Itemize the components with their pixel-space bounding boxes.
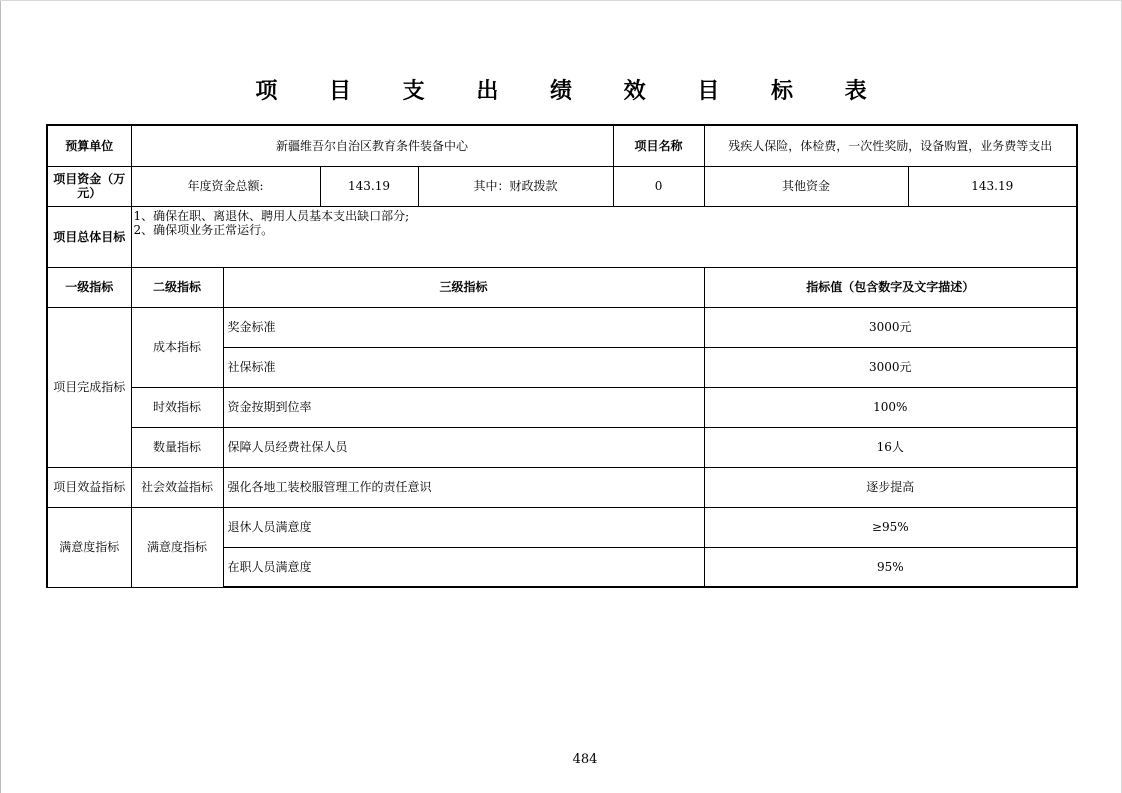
indicator-name: 退休人员满意度 (223, 507, 704, 547)
budget-unit-label: 预算单位 (47, 125, 131, 166)
indicator-name: 保障人员经费社保人员 (223, 427, 704, 467)
overall-goal-label: 项目总体目标 (47, 206, 131, 267)
indicator-value: 3000元 (704, 347, 1077, 387)
table-row (47, 307, 1077, 347)
row-budget-unit (47, 125, 1077, 166)
other-funds-value: 143.19 (908, 166, 1077, 206)
project-name-value: 残疾人保险，体检费，一次性奖励，设备购置，业务费等支出 (704, 125, 1077, 166)
row-overall-goal (47, 206, 1077, 267)
header-indicator-value: 指标值（包含数字及文字描述） (704, 267, 1077, 307)
quantity-indicator-label: 数量指标 (131, 427, 223, 467)
page-number: 484 (572, 752, 598, 767)
cost-indicator-label: 成本指标 (131, 307, 223, 387)
fiscal-allocation-label: 其中：财政拨款 (418, 166, 613, 206)
goal-line-1: 1、确保在职、离退休、聘用人员基本支出缺口部分; (133, 208, 410, 223)
page-edge-top (0, 0, 1122, 1)
indicator-name: 在职人员满意度 (223, 547, 704, 587)
indicator-value: 100% (704, 387, 1077, 427)
project-name-label: 项目名称 (613, 125, 704, 166)
indicator-value: 逐步提高 (704, 467, 1077, 507)
goal-line-2: 2、确保项业务正常运行。 (133, 222, 274, 237)
header-level1: 一级指标 (47, 267, 131, 307)
satisfaction-level1-label: 满意度指标 (47, 507, 131, 587)
satisfaction-level2-label: 满意度指标 (131, 507, 223, 587)
page-title: 项 目 支 出 绩 效 目 标 表 (255, 79, 889, 104)
indicator-name: 奖金标准 (223, 307, 704, 347)
indicator-value: 16人 (704, 427, 1077, 467)
benefit-indicator-label: 项目效益指标 (47, 467, 131, 507)
row-column-headers (47, 267, 1077, 307)
timeliness-indicator-label: 时效指标 (131, 387, 223, 427)
table-row (47, 467, 1077, 507)
indicator-name: 资金按期到位率 (223, 387, 704, 427)
annual-total-value: 143.19 (320, 166, 418, 206)
social-benefit-indicator-label: 社会效益指标 (131, 467, 223, 507)
annual-total-label: 年度资金总额: (131, 166, 320, 206)
row-project-funds (47, 166, 1077, 206)
fiscal-allocation-value: 0 (613, 166, 704, 206)
indicator-value: ≥95% (704, 507, 1077, 547)
header-level2: 二级指标 (131, 267, 223, 307)
performance-goal-table (46, 124, 1078, 588)
indicator-value: 95% (704, 547, 1077, 587)
header-level3: 三级指标 (223, 267, 704, 307)
overall-goal-text (131, 206, 1077, 267)
budget-unit-value: 新疆维吾尔自治区教育条件装备中心 (131, 125, 613, 166)
table-row (47, 387, 1077, 427)
table-row (47, 427, 1077, 467)
other-funds-label: 其他资金 (704, 166, 908, 206)
page-edge-left (0, 0, 1, 793)
table-row (47, 507, 1077, 547)
indicator-name: 强化各地工装校服管理工作的责任意识 (223, 467, 704, 507)
completion-indicator-label: 项目完成指标 (47, 307, 131, 467)
indicator-name: 社保标准 (223, 347, 704, 387)
indicator-value: 3000元 (704, 307, 1077, 347)
project-funds-label: 项目资金（万元） (47, 166, 131, 206)
